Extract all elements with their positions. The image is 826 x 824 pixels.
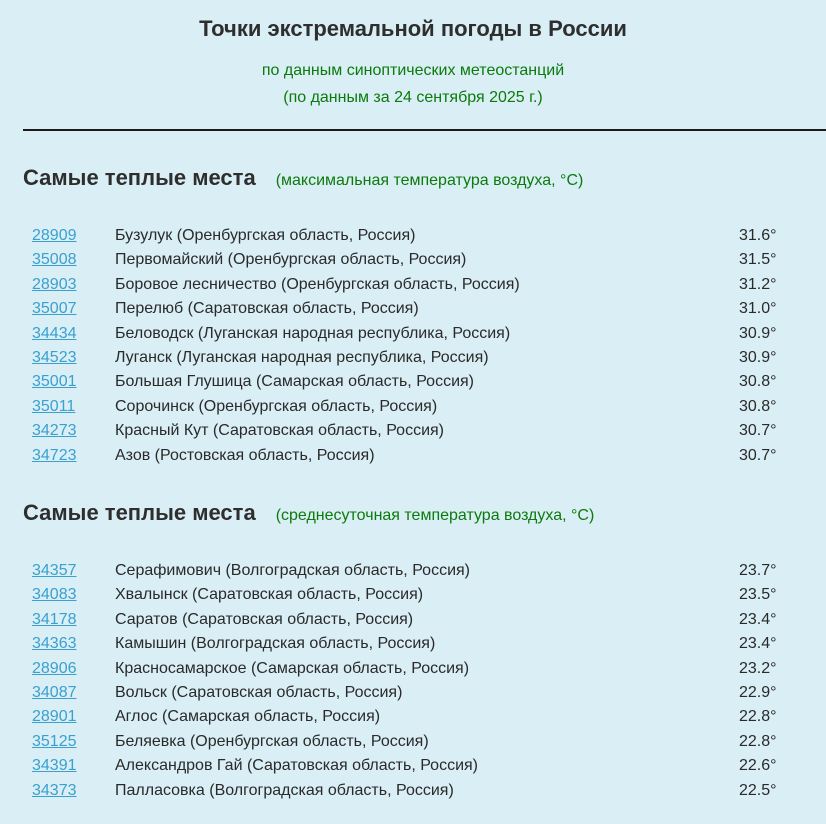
station-list-avg <box>0 561 826 805</box>
station-code-link[interactable]: 28901 <box>32 708 77 726</box>
temperature-value: 30.9° <box>739 348 777 366</box>
station-code-link[interactable]: 35011 <box>32 397 76 415</box>
station-row <box>0 732 826 756</box>
station-code-link[interactable]: 28909 <box>32 227 77 244</box>
station-name: Вольск (Саратовская область, Россия) <box>115 683 403 701</box>
station-code-link[interactable]: 35008 <box>32 251 77 269</box>
station-name: Боровое лесничество (Оренбургская область, Россия) <box>115 275 520 293</box>
temperature-value: 31.5° <box>739 251 777 269</box>
station-name: Аглос (Самарская область, Россия) <box>115 708 381 726</box>
station-code-link[interactable]: 34391 <box>32 757 77 775</box>
station-name: Большая Глушица (Самарская область, Россия) <box>115 373 474 391</box>
station-row <box>0 707 826 731</box>
page-subtitle-source: по данным синоптических метеостанций <box>261 62 565 79</box>
station-name: Саратов (Саратовская область, Россия) <box>115 610 414 628</box>
temperature-value: 23.4° <box>739 635 777 653</box>
temperature-value: 31.2° <box>739 275 777 293</box>
temperature-value: 31.6° <box>739 227 777 244</box>
station-code-link[interactable]: 35001 <box>32 373 77 391</box>
station-row <box>0 610 826 634</box>
temperature-value: 30.7° <box>739 446 777 464</box>
temperature-value: 22.5° <box>739 781 777 799</box>
station-name: Красносамарское (Самарская область, Россия) <box>115 659 470 677</box>
station-code-link[interactable]: 35125 <box>32 732 77 750</box>
station-code-link[interactable]: 35007 <box>32 300 77 318</box>
station-name: Первомайский (Оренбургская область, Россия) <box>115 251 467 269</box>
station-row <box>0 299 826 323</box>
station-code-link[interactable]: 28903 <box>32 275 77 293</box>
temperature-value: 30.9° <box>739 324 777 342</box>
station-code-link[interactable]: 28906 <box>32 659 77 677</box>
station-row <box>0 756 826 780</box>
station-name: Камышин (Волгоградская область, Россия) <box>115 635 436 653</box>
station-code-link[interactable]: 34273 <box>32 422 77 440</box>
station-code-link[interactable]: 34178 <box>32 610 77 628</box>
station-name: Красный Кут (Саратовская область, Россия) <box>115 422 444 440</box>
station-row <box>0 683 826 707</box>
station-row <box>0 634 826 658</box>
section-heading-max <box>23 165 583 191</box>
temperature-value: 23.2° <box>739 659 777 677</box>
temperature-value: 31.0° <box>739 300 777 318</box>
station-row <box>0 446 826 470</box>
station-name: Александров Гай (Саратовская область, Россия) <box>115 757 479 775</box>
station-name: Хвалынск (Саратовская область, Россия) <box>115 586 424 604</box>
station-row <box>0 397 826 421</box>
page-title: Точки экстремальной погоды в России <box>199 16 627 41</box>
station-code-link[interactable]: 34523 <box>32 348 77 366</box>
header-divider <box>23 129 826 131</box>
station-row <box>0 781 826 805</box>
station-name: Беловодск (Луганская народная республика, Россия) <box>115 324 511 342</box>
station-list-max <box>0 226 826 470</box>
station-name: Бузулук (Оренбургская область, Россия) <box>115 227 416 244</box>
section-note: (максимальная температура воздуха, °C) <box>275 172 584 189</box>
station-row <box>0 226 826 250</box>
station-row <box>0 372 826 396</box>
station-row <box>0 324 826 348</box>
temperature-value: 30.7° <box>739 422 777 440</box>
temperature-value: 30.8° <box>739 373 777 391</box>
station-row <box>0 585 826 609</box>
station-code-link[interactable]: 34723 <box>32 446 77 464</box>
station-row <box>0 275 826 299</box>
temperature-value: 22.9° <box>739 683 777 701</box>
station-code-link[interactable]: 34357 <box>32 562 77 579</box>
station-code-link[interactable]: 34434 <box>32 324 77 342</box>
station-code-link[interactable]: 34373 <box>32 781 77 799</box>
station-row <box>0 561 826 585</box>
station-row <box>0 348 826 372</box>
section-title: Самые теплые места <box>23 500 256 525</box>
temperature-value: 30.8° <box>739 397 777 415</box>
section-heading-avg <box>23 500 594 526</box>
temperature-value: 22.8° <box>739 708 777 726</box>
station-row <box>0 659 826 683</box>
station-row <box>0 250 826 274</box>
station-name: Луганск (Луганская народная республика, Россия) <box>115 348 489 366</box>
temperature-value: 23.7° <box>739 562 777 579</box>
temperature-value: 23.5° <box>739 586 777 604</box>
station-code-link[interactable]: 34363 <box>32 635 77 653</box>
station-name: Перелюб (Саратовская область, Россия) <box>115 300 419 318</box>
station-code-link[interactable]: 34083 <box>32 586 77 604</box>
station-name: Беляевка (Оренбургская область, Россия) <box>115 732 429 750</box>
station-name: Сорочинск (Оренбургская область, Россия) <box>115 397 438 415</box>
station-name: Азов (Ростовская область, Россия) <box>115 446 375 464</box>
station-name: Серафимович (Волгоградская область, Россия) <box>115 562 470 579</box>
page-subtitle-date: (по данным за 24 сентября 2025 г.) <box>283 89 543 106</box>
station-row <box>0 421 826 445</box>
station-name: Палласовка (Волгоградская область, Россия) <box>115 781 454 799</box>
section-note: (среднесуточная температура воздуха, °C) <box>275 507 595 524</box>
section-title: Самые теплые места <box>23 165 256 190</box>
temperature-value: 22.6° <box>739 757 777 775</box>
temperature-value: 22.8° <box>739 732 777 750</box>
station-code-link[interactable]: 34087 <box>32 683 77 701</box>
temperature-value: 23.4° <box>739 610 777 628</box>
